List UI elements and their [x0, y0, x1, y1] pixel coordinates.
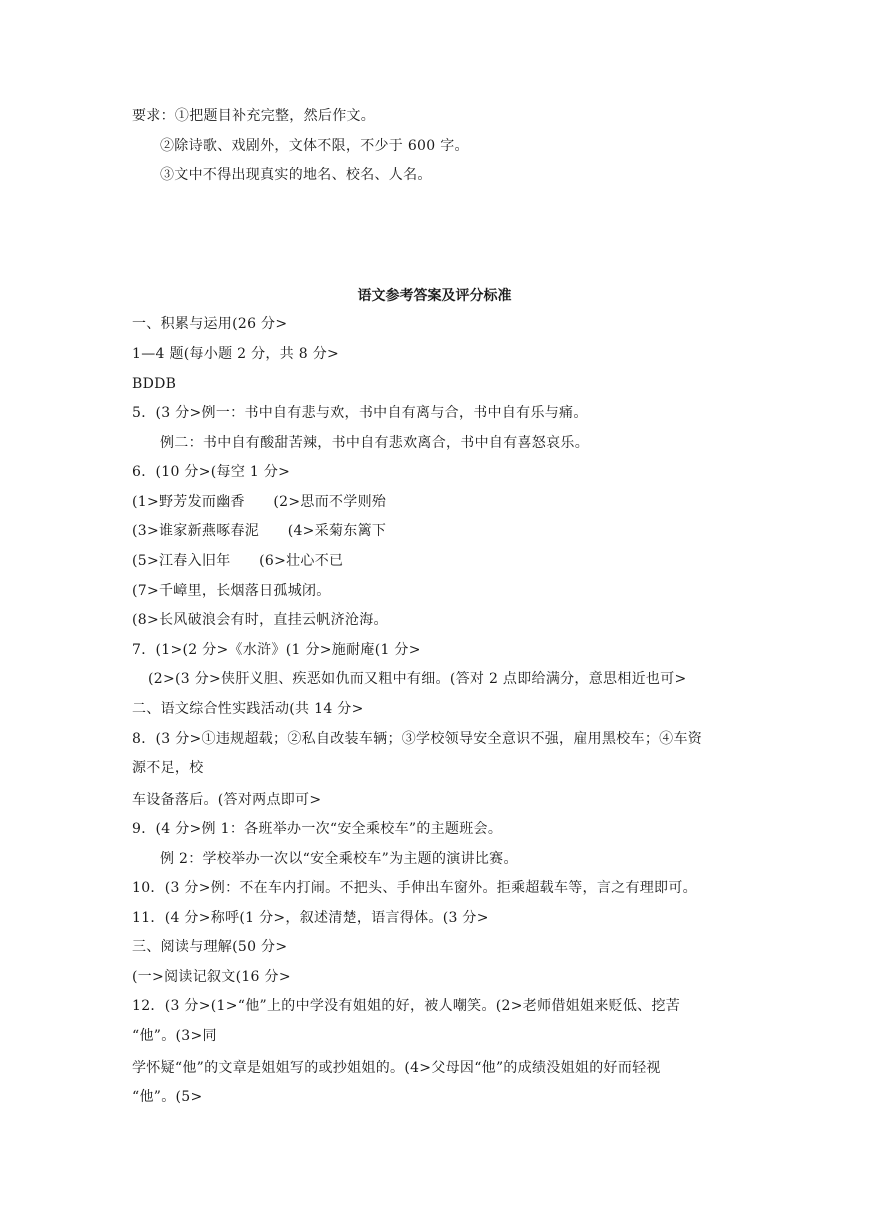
answer-line: 9．(4 分>例 1：各班举办一次“安全乘校车”的主题班会。: [132, 821, 503, 837]
answer-line: 例二：书中自有酸甜苦辣，书中自有悲欢离合，书中自有喜怒哀乐。: [160, 435, 589, 451]
answer-line: 学怀疑“他”的文章是姐姐写的或抄姐姐的。(4>父母因“他”的成绩没姐姐的好而轻视: [132, 1060, 661, 1076]
answer-line: (3>谁家新燕啄春泥 (4>采菊东篱下: [132, 523, 387, 539]
requirement-line-1: 要求：①把题目补充完整，然后作文。: [132, 108, 376, 124]
requirement-line-2: ②除诗歌、戏剧外，文体不限，不少于 600 字。: [160, 138, 469, 154]
section-heading-3: 三、阅读与理解(50 分>: [132, 939, 288, 955]
answer-line: (5>江春入旧年 (6>壮心不已: [132, 553, 344, 569]
section-heading-1: 一、积累与运用(26 分>: [132, 316, 288, 332]
answer-line: 例 2：学校举办一次以“安全乘校车”为主题的演讲比赛。: [160, 851, 518, 867]
answer-line: 10．(3 分>例：不在车内打闹。不把头、手伸出车窗外。拒乘超载车等，言之有理即可。: [132, 880, 697, 896]
answer-line: (1>野芳发而幽香 (2>思而不学则殆: [132, 494, 387, 510]
answer-title: 语文参考答案及评分标准: [357, 288, 512, 304]
answer-line: 8．(3 分>①违规超载；②私自改装车辆；③学校领导安全意识不强，雇用黑校车；④车资: [132, 731, 703, 747]
answer-line: (7>千嶂里，长烟落日孤城闭。: [132, 583, 331, 599]
answer-line: “他”。(5>: [132, 1089, 203, 1105]
answer-line: BDDB: [132, 376, 177, 392]
answer-line: (8>长风破浪会有时，直挂云帆济沧海。: [132, 612, 388, 628]
answer-line: 7．(1>(2 分>《水浒》(1 分>施耐庵(1 分>: [132, 642, 421, 658]
answer-line: (2>(3 分>侠肝义胆、疾恶如仇而又粗中有细。(答对 2 点即给满分，意思相近也可>: [148, 671, 687, 687]
answer-line: 6．(10 分>(每空 1 分>: [132, 464, 291, 480]
answer-line: 车设备落后。(答对两点即可>: [132, 792, 322, 808]
answer-line: “他”。(3>同: [132, 1028, 217, 1044]
answer-line: 11．(4 分>称呼(1 分>，叙述清楚，语言得体。(3 分>: [132, 910, 489, 926]
answer-line: 5．(3 分>例一：书中自有悲与欢，书中自有离与合，书中自有乐与痛。: [132, 405, 588, 421]
answer-line: 源不足，校: [132, 760, 204, 776]
answer-line: 1—4 题(每小题 2 分，共 8 分>: [132, 346, 340, 362]
answer-line: 12．(3 分>(1>“他”上的中学没有姐姐的好，被人嘲笑。(2>老师借姐姐来贬低、挖苦: [132, 998, 681, 1014]
section-heading-2: 二、语文综合性实践活动(共 14 分>: [132, 701, 364, 717]
requirement-line-3: ③文中不得出现真实的地名、校名、人名。: [160, 167, 432, 183]
answer-line: (一>阅读记叙文(16 分>: [132, 969, 291, 985]
